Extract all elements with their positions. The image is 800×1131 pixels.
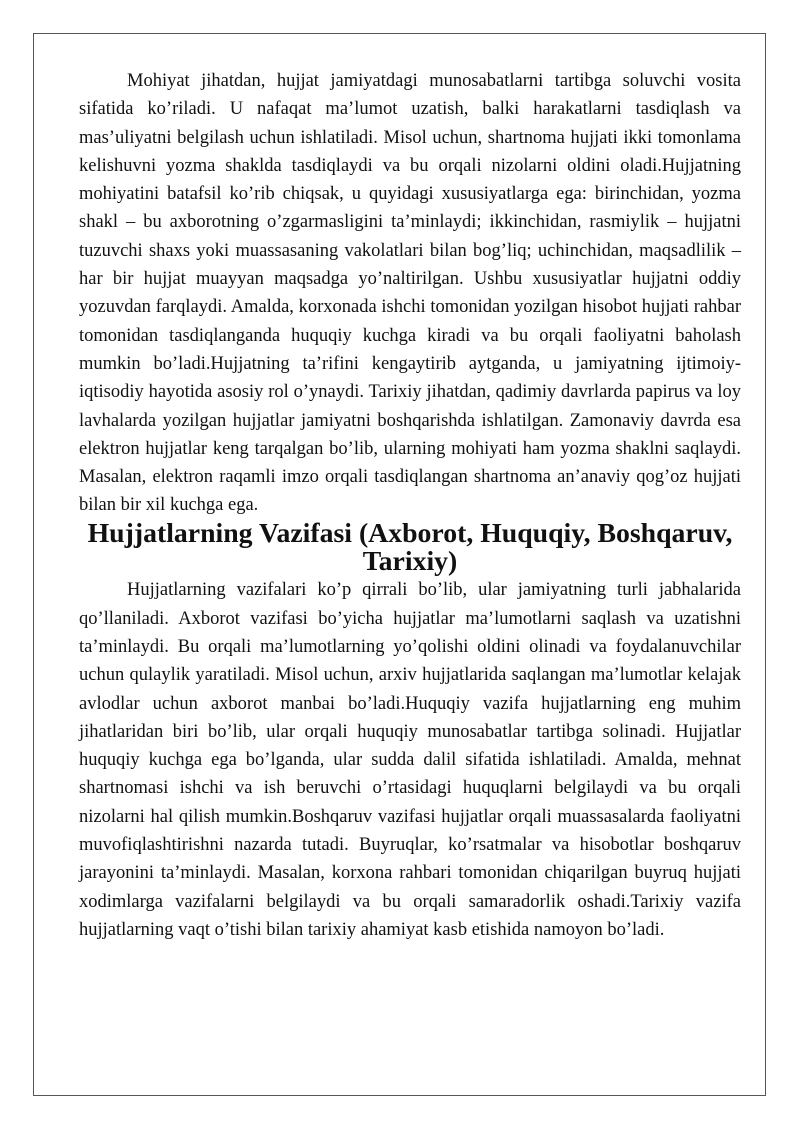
document-body: [79, 67, 741, 944]
section-heading: Hujjatlarning Vazifasi (Axborot, Huquqiy, Boshqaruv, Tarixiy): [87, 517, 733, 578]
paragraph-essence: Mohiyat jihatdan, hujjat jamiyatdagi munosabatlarni tartibga soluvchi vosita sifatida ko’riladi. U nafaqat ma’lumot uzatish, balki harakatlarni tasdiqlash va mas’uliyatni belgilash uchun ishlatiladi. Misol uchun, shartnoma hujjati ikki tomonlama kelishuvni yozma shaklda tasdiqlaydi va bu orqali nizolarni oldini oladi.Hujjatning mohiyatini batafsil ko’rib chiqsak, u quyidagi xususiyatlarga ega: birinchidan, yozma shakl – bu axborotning o’zgarmasligini ta’minlaydi; ikkinchidan, rasmiylik – hujjatni tuzuvchi shaxs yoki muassasaning vakolatlari bilan bog’liq; uchinchidan, maqsadlilik – har bir hujjat muayyan maqsadga yo’naltirilgan. Ushbu xususiyatlar hujjatni oddiy yozuvdan farqlaydi. Amalda, korxonada ishchi tomonidan yozilgan hisobot hujjati rahbar tomonidan tasdiqlanganda huquqiy kuchga kiradi va bu orqali faoliyatni baholash mumkin bo’ladi.Hujjatning ta’rifini kengaytirib aytganda, u jamiyatning ijtimoiy-iqtisodiy hayotida asosiy rol o’ynaydi. Tarixiy jihatdan, qadimiy davrlarda papirus va loy lavhalarda yozilgan hujjatlar jamiyatni boshqarishda ishlatilgan. Zamonaviy davrda esa elektron hujjatlar keng tarqalgan bo’lib, ularning mohiyati ham yozma shaklni saqlaydi. Masalan, elektron raqamli imzo orqali tasdiqlangan shartnoma an’anaviy qog’oz hujjati bilan bir xil kuchga ega.: [79, 71, 741, 516]
paragraph-functions: Hujjatlarning vazifalari ko’p qirrali bo’lib, ular jamiyatning turli jabhalarida qo’llaniladi. Axborot vazifasi bo’yicha hujjatlar ma’lumotlarni saqlash va uzatishni ta’minlaydi. Bu orqali ma’lumotlarning yo’qolishi oldini olinadi va foydalanuvchilar uchun qulaylik yaratiladi. Misol uchun, arxiv hujjatlarida saqlangan ma’lumotlar kelajak avlodlar uchun axborot manbai bo’ladi.Huquqiy vazifa hujjatlarning eng muhim jihatlaridan biri bo’lib, ular orqali huquqiy munosabatlar tartibga solinadi. Hujjatlar huquqiy kuchga ega bo’lganda, ular sudda dalil sifatida ishlatiladi. Amalda, mehnat shartnomasi ishchi va ish beruvchi o’rtasidagi huquqlarni belgilaydi va bu orqali nizolarni hal qilish mumkin.Boshqaruv vazifasi hujjatlar orqali muassasalarda faoliyatni muvofiqlashtirishni nazarda tutadi. Buyruqlar, ko’rsatmalar va hisobotlar boshqaruv jarayonini ta’minlaydi. Masalan, korxona rahbari tomonidan chiqarilgan buyruq hujjati xodimlarga vazifalarni belgilaydi va bu orqali samaradorlik oshadi.Tarixiy vazifa hujjatlarning vaqt o’tishi bilan tarixiy ahamiyat kasb etishida namoyon bo’ladi.: [79, 580, 741, 940]
